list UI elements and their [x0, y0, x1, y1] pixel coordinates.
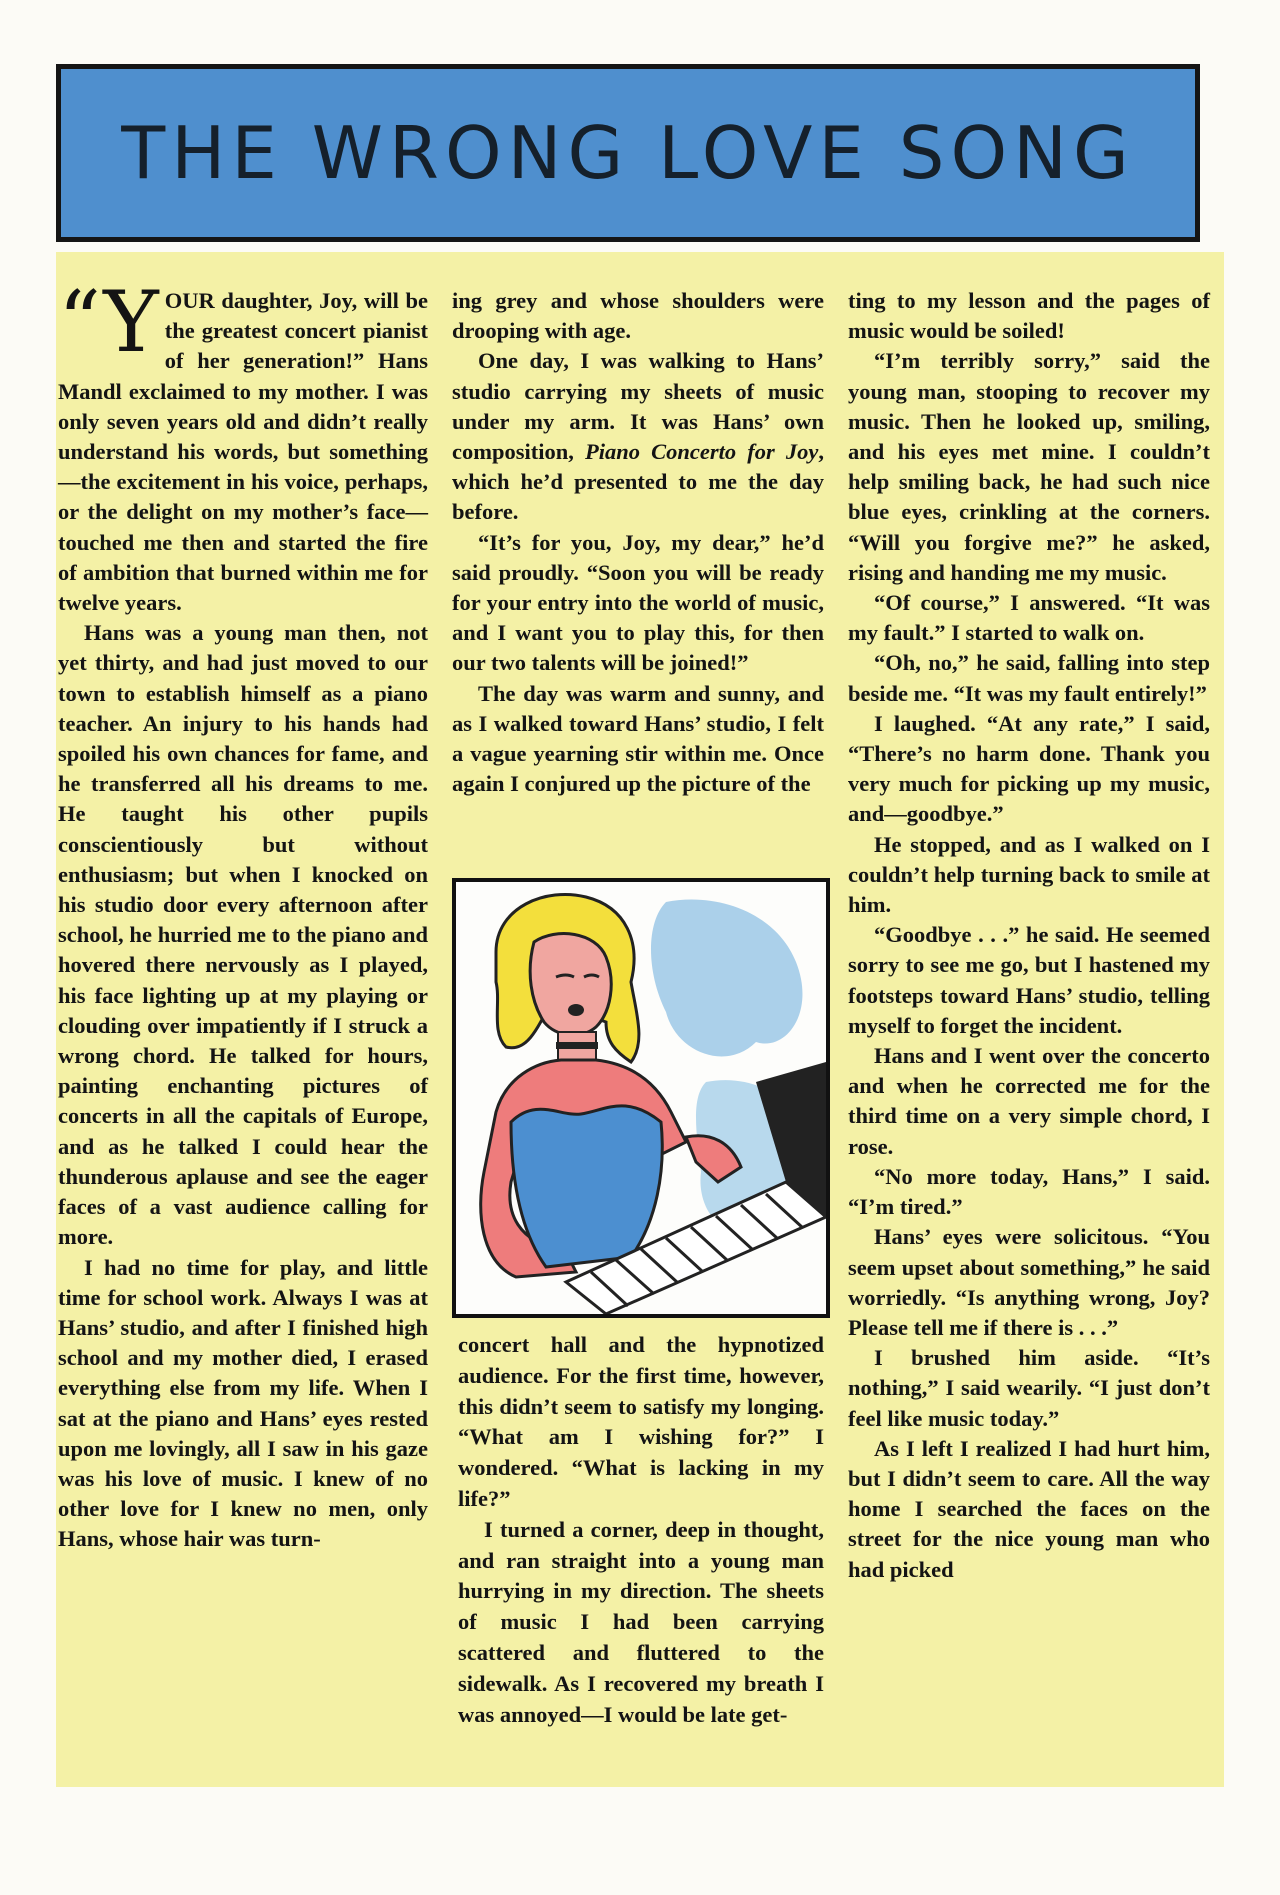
paragraph: Hans and I went over the concerto and when he corrected me for the third time on a very simple chord, I rose.: [848, 1043, 1210, 1159]
paragraph: He stopped, and as I walked on I couldn’t help turning back to smile at him.: [848, 831, 1210, 918]
paragraph: “Of course,” I answered. “It was my fault.” I started to walk on.: [848, 590, 1210, 646]
paragraph: I brushed him aside. “It’s nothing,” I said wearily. “I just don’t feel like music today.”: [848, 1345, 1210, 1431]
paragraph: The day was warm and sunny, and as I walked toward Hans’ studio, I felt a vague yearning stir within me. Once again I conjured up the picture of the: [452, 680, 824, 797]
paragraph-text: , which he’d presented to me the day before.: [452, 439, 824, 525]
paragraph: “Goodbye . . .” he said. He seemed sorry to see me go, but I hastened my footsteps toward Hans’ studio, telling myself to forget the incident.: [848, 922, 1210, 1038]
text-column-2-bottom: [458, 1330, 824, 1730]
paragraph: As I left I realized I had hurt him, but I didn’t seem to care. All the way home I searched the faces on the street for the nice young man who had picked: [848, 1435, 1210, 1582]
text-column-3: [848, 286, 1210, 1585]
text-column-1: [58, 273, 428, 1555]
story-title: THE WRONG LOVE SONG: [121, 111, 1135, 195]
illustration-panel: [452, 878, 830, 1318]
paragraph: “I’m terribly sorry,” said the young man, stooping to recover my music. Then he looked up, smiling, and his eyes met mine. I couldn’t help smiling back, he had such nice blue eyes, crinkling at the corners. “Will you forgive me?” he asked, rising and handing me my music.: [848, 348, 1210, 585]
drop-cap: “Y: [58, 273, 159, 371]
paragraph: “It’s for you, Joy, my dear,” he’d said proudly. “Soon you will be ready for your entry into the world of music, and I want you to play this, for then our two talents will be joined!”: [452, 529, 824, 676]
paragraph: I laughed. “At any rate,” I said, “There’s no harm done. Thank you very much for picking up my music, and—goodbye.”: [848, 710, 1210, 827]
paragraph-text: OUR daughter, Joy, will be the greatest concert pianist of her generation!” Hans Mandl exclaimed to my mother. I was only seven years old and didn’t really understand his words, but something—the excitement in his voice, perhaps, or the delight on my mother’s face—touched me then and started the fire of ambition that burned within me for twelve years.: [58, 288, 428, 616]
paragraph: Hans was a young man then, not yet thirty, and had just moved to our town to establish himself as a piano teacher. An injury to his hands had spoiled his own chances for fame, and he transferred all his dreams to me. He taught his other pupils conscientiously but without enthusiasm; but when I knocked on his studio door every afternoon after school, he hurried me to the piano and hovered there nervously as I played, his face lighting up at my playing or clouding over impatiently if I struck a wrong chord. He talked for hours, painting enchanting pictures of concerts in all the capitals of Europe, and as he talked I could hear the thunderous aplause and see the eager faces of a vast audience calling for more.: [58, 620, 428, 1250]
paragraph: [58, 273, 428, 618]
paragraph: “No more today, Hans,” I said. “I’m tired.”: [848, 1163, 1210, 1220]
paragraph-text: One day, I was walking to Hans’ studio carrying my sheets of music under my arm. It was Hans’ own composition,: [452, 348, 824, 465]
composition-title: Piano Concerto for Joy: [585, 439, 819, 465]
paragraph: “Oh, no,” he said, falling into step beside me. “It was my fault entirely!”: [848, 650, 1210, 706]
woman-at-piano-icon: [456, 882, 826, 1314]
paragraph: I turned a corner, deep in thought, and ran straight into a young man hurrying in my direction. The sheets of music I had been carrying scattered and fluttered to the sidewalk. As I recovered my breath I was annoyed—I would be late get-: [458, 1516, 824, 1727]
paragraph: [452, 346, 824, 527]
paragraph: I had no time for play, and little time for school work. Always I was at Hans’ studio, and after I finished high school and my mother died, I erased everything else from my life. When I sat at the piano and Hans’ eyes rested upon me lovingly, all I saw in his gaze was his love of music. I knew of no other love for I knew no men, only Hans, whose hair was turn-: [58, 1254, 428, 1552]
paragraph: ing grey and whose shoulders were drooping with age.: [452, 288, 824, 344]
title-banner: [56, 64, 1200, 242]
paragraph: concert hall and the hypnotized audience. For the first time, however, this didn’t seem to satisfy my longing. “What am I wishing for?” I wondered. “What is lacking in my life?”: [458, 1332, 824, 1511]
paragraph: ting to my lesson and the pages of music would be soiled!: [848, 288, 1210, 344]
text-column-2: [452, 286, 824, 799]
paragraph: Hans’ eyes were solicitous. “You seem upset about something,” he said worriedly. “Is anything wrong, Joy? Please tell me if there is . . .”: [848, 1224, 1210, 1340]
